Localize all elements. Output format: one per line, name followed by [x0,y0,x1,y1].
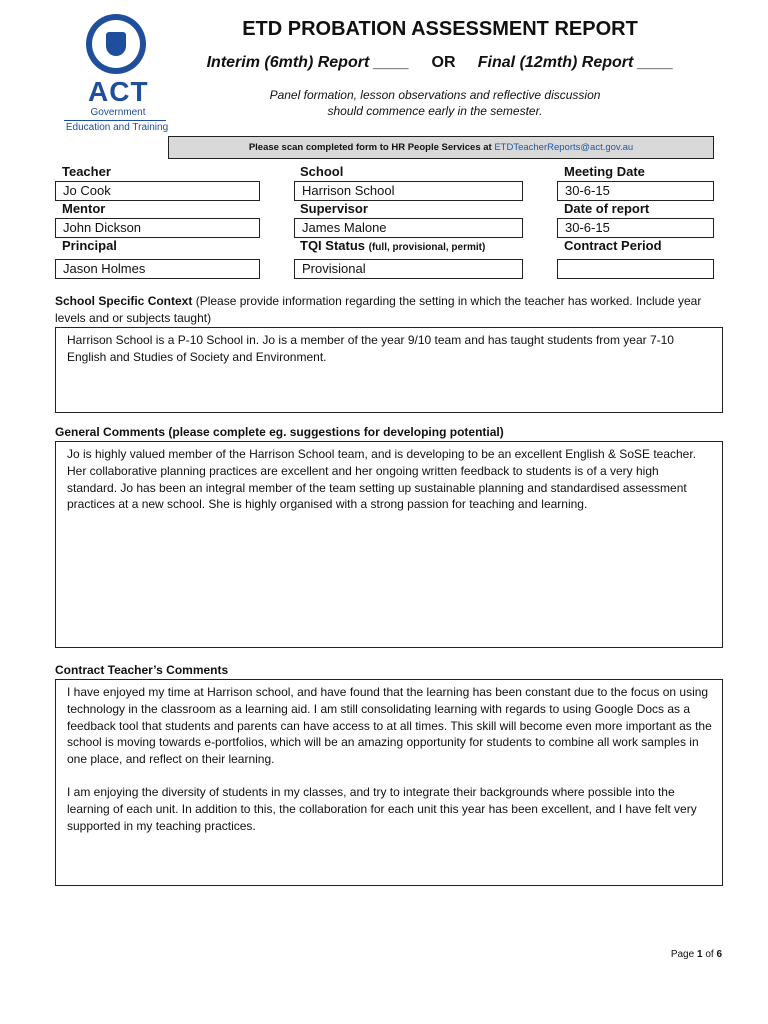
mentor-label: Mentor [62,201,106,216]
principal-label: Principal [62,238,117,253]
teacher-comments-textarea[interactable] [55,679,723,886]
note-line-2: should commence early in the semester. [327,104,543,118]
school-context-label-hint: (Please provide information regarding the setting in which the teacher has worked. Include year levels and or subjects taught) [55,294,702,325]
principal-field[interactable]: Jason Holmes [55,259,260,279]
school-field[interactable]: Harrison School [294,181,523,201]
school-context-textarea[interactable] [55,327,723,413]
meeting-date-field[interactable]: 30-6-15 [557,181,714,201]
tqi-status-field[interactable]: Provisional [294,259,523,279]
general-comments-text: Jo is highly valued member of the Harrison School team, and is developing to be an excellent English & SoSE teacher. Her collaborative planning practices are excellent and her ongoing written feedback to students is of a very high standard. Jo has been an integral member of the team setting up sustainable planning and standardised assessment practices at a new school. She is highly organised with a strong passion for teaching and learning. [67,447,697,512]
teacher-comments-paragraph-1: I have enjoyed my time at Harrison school, and have found that the learning has been constant due to the focus on using technology in the classroom as a learning aid. I am still consolidating learning with regards to using Google Docs as a feedback tool that students and parents can have access to at all times. This skill will become even more important as the school is moving towards e-portfolios, which will be an amazing opportunity for students to combine all work samples in one place, and reflect on their learning. [67,685,712,767]
school-context-text: Harrison School is a P-10 School in. Jo is a member of the year 9/10 team and has taught students from year 7-10 English and Studies of Society and Environment. [67,333,674,364]
logo-divider [64,120,166,121]
supervisor-label: Supervisor [300,201,368,216]
logo-department: Education and Training [65,122,169,133]
teacher-comments-label: Contract Teacher’s Comments [55,663,229,677]
coat-of-arms-icon [86,14,146,74]
school-context-label [55,293,725,327]
page-indicator [600,949,722,960]
contract-period-label: Contract Period [564,238,662,253]
final-report-option[interactable]: Final (12mth) Report ____ [477,54,674,71]
report-type-line [170,54,710,72]
general-comments-label: General Comments (please complete eg. suggestions for developing potential) [55,425,504,439]
banner-text: Please scan completed form to HR People Services at [248,142,492,153]
hr-email-link[interactable]: ETDTeacherReports@act.gov.au [494,142,634,153]
page-total: 6 [716,949,722,960]
page-current: 1 [696,949,703,960]
logo-acronym: ACT [88,76,149,107]
teacher-field[interactable]: Jo Cook [55,181,260,201]
supervisor-field[interactable]: James Malone [294,218,523,238]
interim-report-option[interactable]: Interim (6mth) Report ____ [206,54,410,71]
meeting-date-label: Meeting Date [564,164,645,179]
teacher-comments-paragraph-2: I am enjoying the diversity of students in my classes, and try to integrate their backgrounds where possible into the learning of each unit. In addition to this, the collaboration for each unit this year has been excellent, and I have felt very supported in my teaching practices. [67,784,697,833]
school-label: School [300,164,344,179]
submission-banner [168,136,714,159]
or-label: OR [431,54,456,71]
of-word: of [705,949,714,960]
instruction-note [220,87,650,119]
school-context-label-bold: School Specific Context [55,294,193,308]
general-comments-textarea[interactable] [55,441,723,648]
act-logo [60,14,170,136]
page-word: Page [670,949,695,960]
contract-period-field[interactable] [557,259,714,279]
logo-government: Government [90,107,146,118]
tqi-status-hint: (full, provisional, permit) [368,242,486,253]
mentor-field[interactable]: John Dickson [55,218,260,238]
teacher-label: Teacher [62,164,111,179]
date-of-report-field[interactable]: 30-6-15 [557,218,714,238]
tqi-status-label [300,238,485,253]
page-title: ETD PROBATION ASSESSMENT REPORT [242,18,638,40]
tqi-status-label-text: TQI Status [300,238,366,253]
note-line-1: Panel formation, lesson observations and reflective discussion [269,88,601,102]
date-of-report-label: Date of report [564,201,650,216]
